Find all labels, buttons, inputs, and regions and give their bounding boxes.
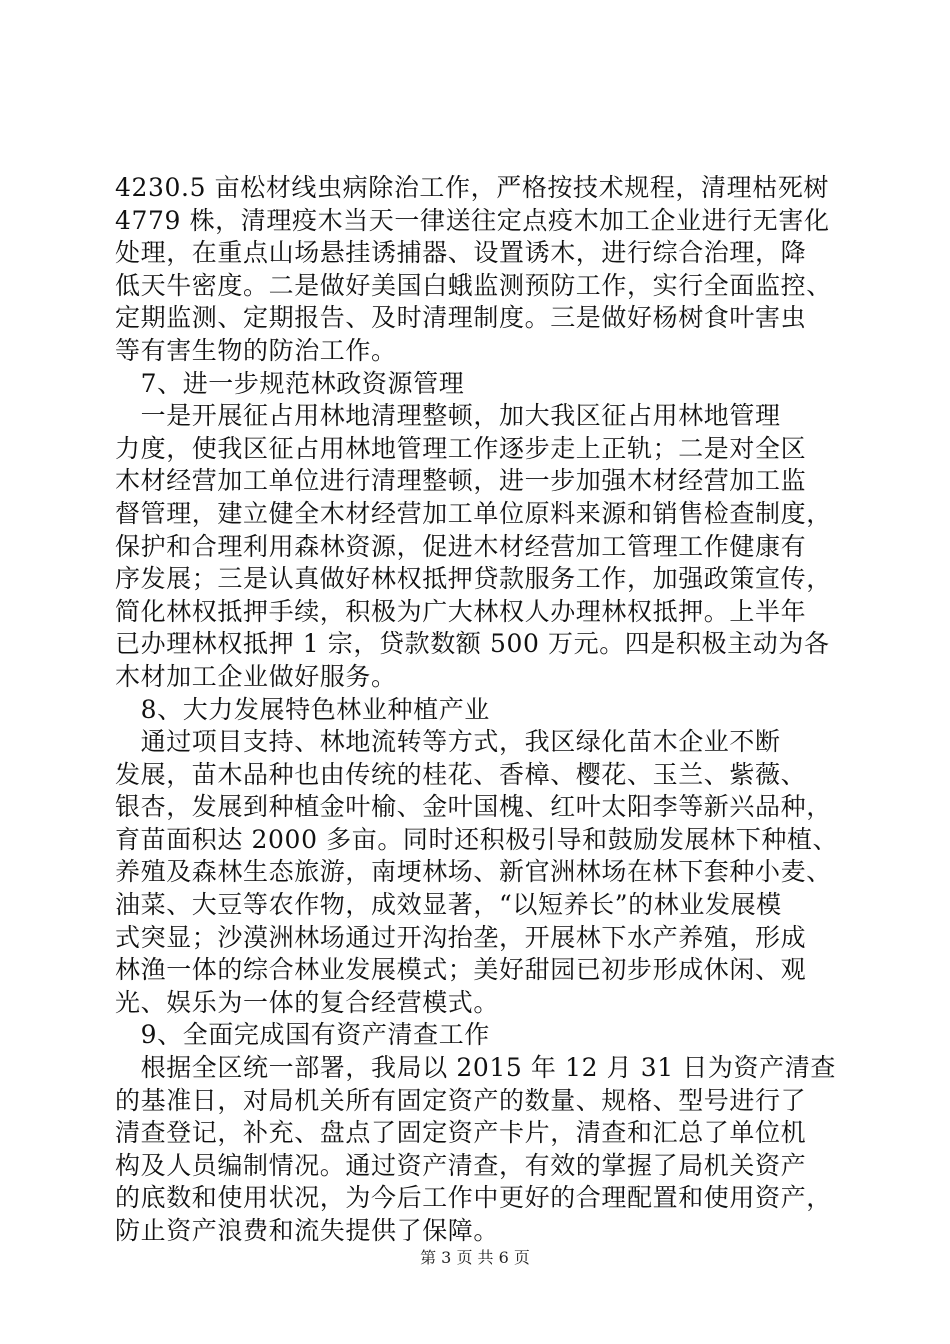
text-line: 的基准日，对局机关所有固定资产的数量、规格、型号进行了	[115, 1085, 807, 1115]
text-line: 通过项目支持、林地流转等方式，我区绿化苗木企业不断	[115, 727, 781, 757]
text-line: 处理，在重点山场悬挂诱捕器、设置诱木，进行综合治理，降	[115, 238, 807, 268]
text-line: 养殖及森林生态旅游，南埂林场、新官洲林场在林下套种小麦、	[115, 857, 832, 887]
text-line: 清查登记，补充、盘点了固定资产卡片，清查和汇总了单位机	[115, 1118, 807, 1148]
section-heading-7: 7、进一步规范林政资源管理	[115, 368, 465, 398]
section-heading-8: 8、大力发展特色林业种植产业	[115, 694, 490, 724]
text-line: 等有害生物的防治工作。	[115, 335, 397, 365]
text-line: 构及人员编制情况。通过资产清查，有效的掌握了局机关资产	[115, 1150, 807, 1180]
text-line: 4779 株，清理疫木当天一律送往定点疫木加工企业进行无害化	[115, 205, 830, 235]
text-line: 简化林权抵押手续，积极为广大林权人办理林权抵押。上半年	[115, 596, 807, 626]
text-line: 木材经营加工单位进行清理整顿，进一步加强木材经营加工监	[115, 466, 807, 496]
text-line: 力度，使我区征占用林地管理工作逐步走上正轨；二是对全区	[115, 433, 807, 463]
text-line: 已办理林权抵押 1 宗，贷款数额 500 万元。四是积极主动为各	[115, 629, 830, 659]
text-line: 光、娱乐为一体的复合经营模式。	[115, 987, 500, 1017]
text-line: 式突显；沙漠洲林场通过开沟抬垄，开展林下水产养殖，形成	[115, 922, 807, 952]
text-line: 定期监测、定期报告、及时清理制度。三是做好杨树食叶害虫	[115, 303, 807, 333]
text-line: 的底数和使用状况，为今后工作中更好的合理配置和使用资产，	[115, 1183, 832, 1213]
text-line: 木材加工企业做好服务。	[115, 661, 397, 691]
text-line: 根据全区统一部署，我局以 2015 年 12 月 31 日为资产清查	[115, 1053, 836, 1083]
text-line: 发展，苗木品种也由传统的桂花、香樟、樱花、玉兰、紫薇、	[115, 759, 807, 789]
text-line: 序发展；三是认真做好林权抵押贷款服务工作，加强政策宣传，	[115, 564, 832, 594]
text-line: 育苗面积达 2000 多亩。同时还积极引导和鼓励发展林下种植、	[115, 824, 839, 854]
text-line: 油菜、大豆等农作物，成效显著，“以短养长”的林业发展模	[115, 890, 782, 920]
text-line: 督管理，建立健全木材经营加工单位原料来源和销售检查制度，	[115, 498, 832, 528]
text-line: 4230.5 亩松材线虫病除治工作，严格按技术规程，清理枯死树	[115, 173, 830, 202]
section-heading-9: 9、全面完成国有资产清查工作	[115, 1020, 490, 1050]
page-number-footer: 第 3 页 共 6 页	[420, 1248, 530, 1267]
text-line: 林渔一体的综合林业发展模式；美好甜园已初步形成休闲、观	[115, 955, 807, 985]
text-line: 保护和合理利用森林资源，促进木材经营加工管理工作健康有	[115, 531, 807, 561]
document-body	[115, 172, 839, 1248]
text-line: 银杏，发展到种植金叶榆、金叶国槐、红叶太阳李等新兴品种，	[115, 792, 832, 822]
text-line: 低天牛密度。二是做好美国白蛾监测预防工作，实行全面监控、	[115, 270, 832, 300]
text-line: 防止资产浪费和流失提供了保障。	[115, 1216, 500, 1245]
text-line: 一是开展征占用林地清理整顿，加大我区征占用林地管理	[115, 401, 781, 431]
